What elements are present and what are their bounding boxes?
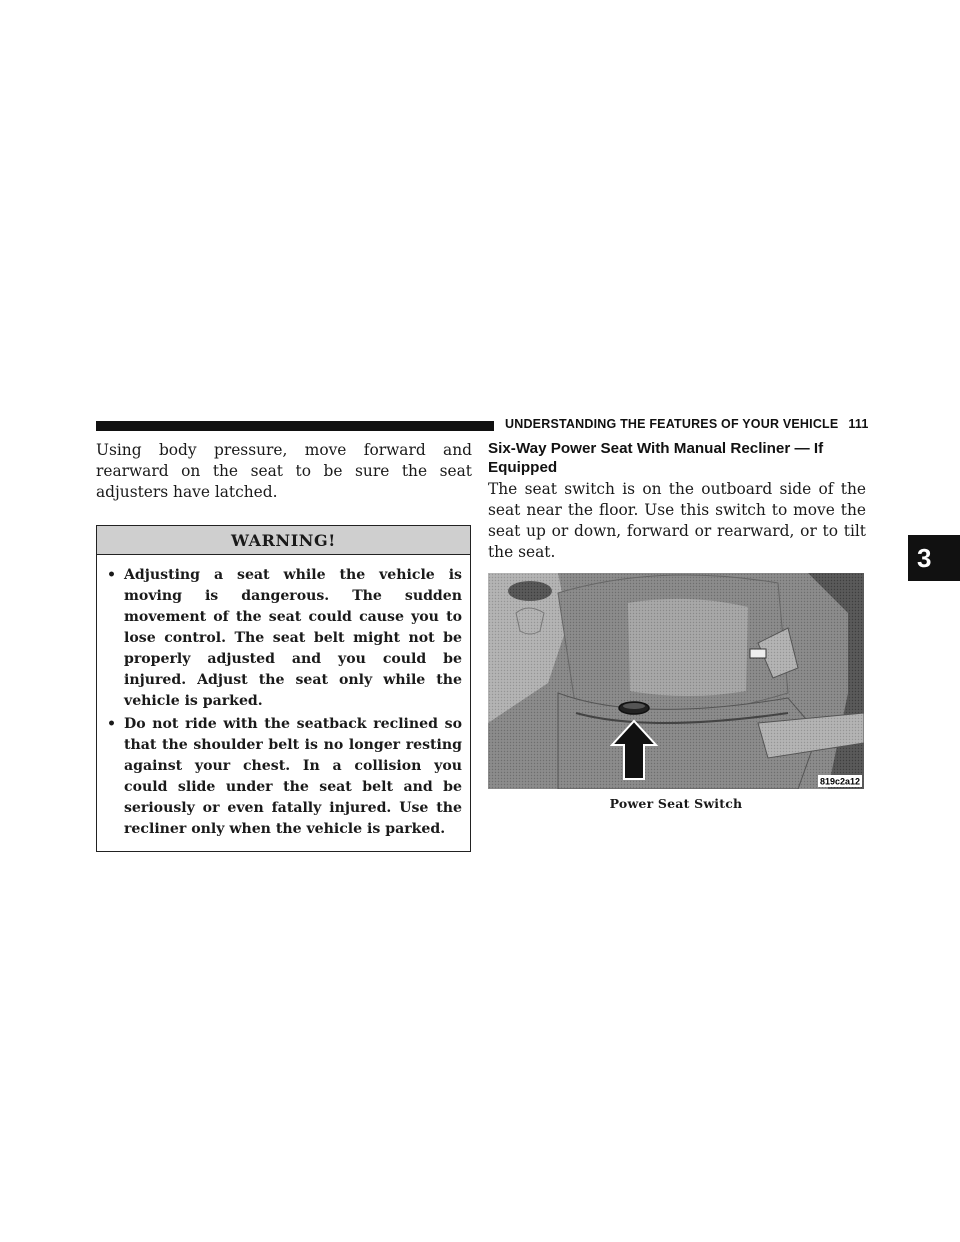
header-title: UNDERSTANDING THE FEATURES OF YOUR VEHICLE	[505, 417, 839, 431]
warning-title: WARNING!	[97, 526, 470, 555]
bullet-icon: •	[107, 567, 117, 583]
warning-bullet	[105, 565, 462, 712]
warning-box	[96, 525, 471, 852]
right-column	[488, 440, 866, 811]
figure-code: 819c2a12	[819, 776, 861, 787]
section-heading: Six-Way Power Seat With Manual Recliner — If Equipped	[488, 440, 824, 476]
intro-paragraph: Using body pressure, move forward and rearward on the seat to be sure the seat adjusters have latched.	[96, 441, 472, 501]
header-rule	[96, 421, 494, 431]
chapter-tab: 3	[908, 535, 960, 581]
bullet-icon: •	[107, 716, 117, 732]
figure-caption: Power Seat Switch	[609, 796, 743, 811]
page-number: 111	[848, 417, 869, 431]
running-header	[505, 417, 869, 431]
warning-list	[97, 555, 470, 851]
warning-bullet-text: Adjusting a seat while the vehicle is moving is dangerous. The sudden movement of the seat could cause you to lose control. The seat belt might not be properly adjusted and you could be injured. Adjust the seat only while the vehicle is parked.	[124, 567, 462, 709]
left-column	[96, 440, 472, 852]
warning-bullet	[105, 714, 462, 840]
warning-bullet-text: Do not ride with the seatback reclined so that the shoulder belt is no longer resting against your chest. In a collision you could slide under the seat belt and be seriously or even fatally injured. Use the recliner only when the vehicle is parked.	[124, 716, 462, 837]
section-paragraph: The seat switch is on the outboard side of the seat near the floor. Use this switch to move the seat up or down, forward or rearward, or to tilt the seat.	[488, 480, 866, 561]
power-seat-photo	[488, 573, 864, 789]
